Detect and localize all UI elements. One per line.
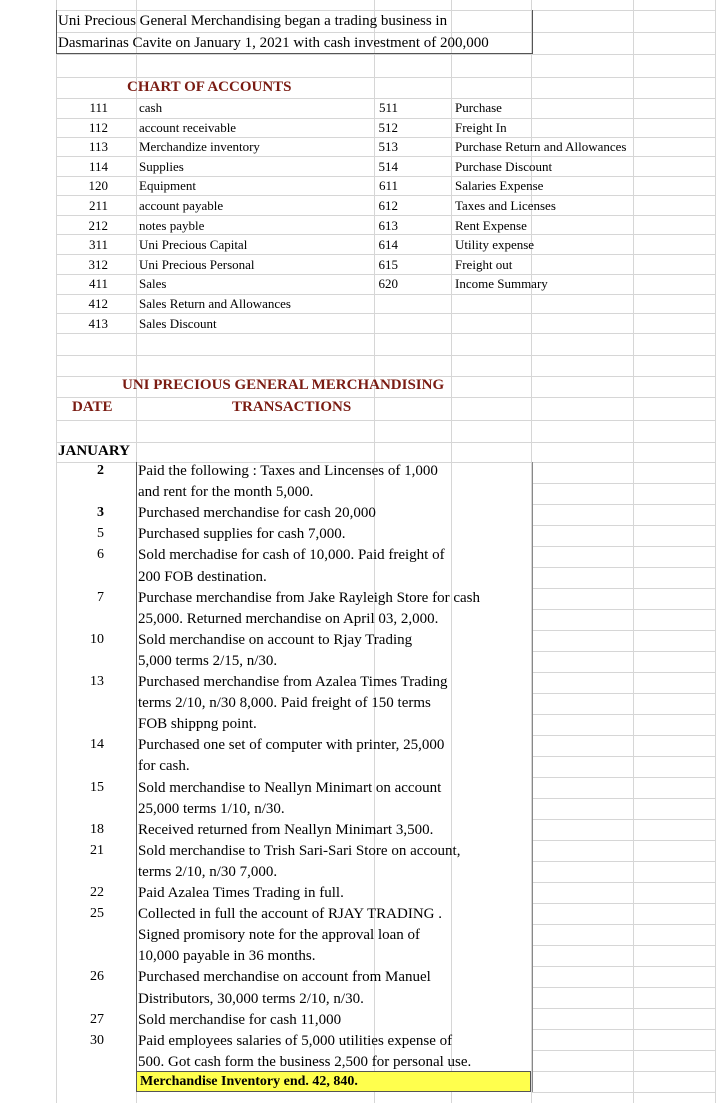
transaction-text: Collected in full the account of RJAY TRADING .	[138, 906, 442, 923]
grid-line	[56, 0, 57, 1103]
transaction-text: FOB shippng point.	[138, 716, 257, 733]
transaction-text: Paid employees salaries of 5,000 utilities expense of	[138, 1032, 453, 1049]
grid-line	[531, 630, 715, 631]
intro-line-1: Uni Precious General Merchandising began a trading business in	[58, 13, 448, 29]
grid-line	[531, 882, 715, 883]
transaction-text: Purchased merchandise for cash 20,000	[138, 505, 376, 522]
account-name: Salaries Expense	[455, 178, 544, 194]
account-code: 615	[378, 256, 398, 272]
grid-line	[531, 525, 715, 526]
grid-line	[531, 987, 715, 988]
account-name: Merchandize inventory	[139, 139, 260, 155]
transaction-text: Sold merchandise on account to Rjay Trading	[138, 631, 413, 648]
account-code: 120	[88, 178, 108, 194]
account-code: 312	[88, 256, 108, 272]
account-code: 513	[378, 139, 398, 155]
transaction-text: Paid the following : Taxes and Lincenses of 1,000	[138, 463, 438, 479]
transactions-title: TRANSACTIONS	[232, 399, 352, 415]
grid-line	[531, 924, 715, 925]
transaction-day: 7	[97, 589, 104, 605]
grid-line	[715, 0, 716, 1103]
account-code: 211	[88, 198, 108, 213]
grid-line	[56, 420, 715, 421]
account-name: Purchase Discount	[455, 158, 553, 174]
account-name: Sales Discount	[139, 315, 217, 331]
transaction-text: Purchase merchandise from Jake Rayleigh Store for cash	[138, 589, 480, 606]
transaction-day: 13	[90, 674, 104, 689]
transaction-day: 2	[97, 463, 104, 478]
transaction-day: 21	[90, 842, 104, 858]
account-name: account payable	[139, 198, 224, 213]
transaction-text: Sold merchadise for cash of 10,000. Paid freight of	[138, 547, 445, 564]
transaction-text: Sold merchandise for cash 11,000	[138, 1011, 342, 1028]
account-name: Income Summary	[455, 276, 548, 292]
month-label: JANUARY	[58, 443, 130, 459]
grid-line	[531, 1008, 715, 1009]
account-name: notes payble	[139, 217, 205, 233]
grid-line	[633, 0, 634, 1103]
grid-line	[531, 651, 715, 652]
account-code: 112	[88, 119, 108, 135]
grid-line	[56, 442, 715, 443]
account-name: cash	[139, 100, 163, 115]
account-code: 413	[88, 315, 108, 331]
grid-line	[531, 777, 715, 778]
transaction-text: Signed promisory note for the approval loan of	[138, 927, 421, 944]
transaction-day: 10	[90, 631, 104, 647]
transaction-text: and rent for the month 5,000.	[138, 484, 314, 501]
grid-line	[531, 504, 715, 505]
grid-line	[531, 861, 715, 862]
transaction-day: 3	[97, 505, 104, 521]
transaction-text: 10,000 payable in 36 months.	[138, 948, 316, 965]
grid-line	[56, 355, 715, 356]
transaction-day: 26	[90, 969, 104, 985]
account-name: Utility expense	[455, 237, 535, 253]
transaction-day: 15	[90, 779, 104, 795]
chart-of-accounts-title: CHART OF ACCOUNTS	[127, 79, 292, 95]
transaction-text: Purchased merchandise from Azalea Times Trading	[138, 674, 448, 690]
account-name: Freight out	[455, 256, 513, 272]
ending-inventory: Merchandise Inventory end. 42, 840.	[140, 1074, 358, 1089]
transaction-day: 27	[90, 1011, 104, 1027]
transaction-text: terms 2/10, n/30 8,000. Paid freight of 150 terms	[138, 695, 431, 712]
account-code: 614	[378, 237, 398, 253]
grid-line	[531, 1071, 715, 1072]
account-code: 611	[378, 178, 398, 194]
transaction-day: 30	[90, 1032, 104, 1048]
account-name: Sales	[139, 276, 167, 292]
transaction-text: Sold merchandise to Trish Sari-Sari Store on account,	[138, 842, 461, 859]
grid-line	[531, 735, 715, 736]
account-name: Uni Precious Capital	[139, 237, 248, 253]
grid-line	[531, 672, 715, 673]
account-code: 411	[88, 276, 108, 292]
transaction-day: 14	[90, 737, 104, 753]
grid-line	[531, 903, 715, 904]
transaction-text: 200 FOB destination.	[138, 568, 267, 585]
account-name: account receivable	[139, 119, 237, 135]
grid-line	[531, 1050, 715, 1051]
date-column-header: DATE	[72, 399, 113, 415]
transaction-text: for cash.	[138, 758, 190, 775]
intro-line-2: Dasmarinas Cavite on January 1, 2021 with cash investment of 200,000	[58, 35, 489, 51]
transaction-text: 25,000. Returned merchandise on April 03, 2,000.	[138, 610, 439, 627]
account-name: Equipment	[139, 178, 197, 194]
account-code: 311	[88, 237, 108, 253]
transaction-text: Purchased merchandise on account from Manuel	[138, 969, 431, 986]
transaction-text: Purchased supplies for cash 7,000.	[138, 526, 346, 543]
transaction-text: terms 2/10, n/30 7,000.	[138, 863, 278, 880]
grid-line	[531, 483, 715, 484]
grid-line	[56, 397, 715, 398]
account-name: Freight In	[455, 119, 507, 135]
grid-line	[531, 756, 715, 757]
account-name: Purchase Return and Allowances	[455, 139, 627, 155]
grid-line	[56, 54, 715, 55]
grid-line	[531, 609, 715, 610]
account-code: 212	[88, 217, 108, 233]
grid-line	[531, 546, 715, 547]
account-code: 114	[88, 158, 108, 174]
grid-line	[531, 840, 715, 841]
account-code: 111	[89, 100, 108, 115]
transaction-text: 25,000 terms 1/10, n/30.	[138, 800, 285, 817]
account-name: Purchase	[455, 100, 502, 115]
company-name: UNI PRECIOUS GENERAL MERCHANDISING	[122, 377, 445, 393]
account-code: 113	[88, 139, 108, 155]
transaction-day: 18	[90, 821, 104, 837]
grid-line	[56, 333, 715, 334]
transaction-day: 22	[90, 885, 104, 900]
grid-line	[531, 693, 715, 694]
grid-line	[531, 714, 715, 715]
grid-line	[531, 798, 715, 799]
transaction-text: 500. Got cash form the business 2,500 for personal use.	[138, 1053, 472, 1070]
account-name: Taxes and Licenses	[455, 198, 556, 213]
account-name: Supplies	[139, 158, 184, 174]
transaction-text: Distributors, 30,000 terms 2/10, n/30.	[138, 990, 364, 1007]
grid-line	[531, 819, 715, 820]
grid-line	[531, 1092, 715, 1093]
account-code: 412	[88, 296, 108, 311]
transaction-text: Paid Azalea Times Trading in full.	[138, 885, 344, 901]
account-code: 512	[378, 119, 398, 135]
account-code: 620	[378, 276, 398, 292]
grid-line	[531, 1029, 715, 1030]
account-name: Uni Precious Personal	[139, 256, 255, 272]
account-code: 514	[378, 158, 398, 174]
grid-line	[531, 567, 715, 568]
transaction-text: Purchased one set of computer with printer, 25,000	[138, 737, 445, 754]
account-code: 613	[378, 217, 398, 233]
grid-line	[531, 945, 715, 946]
account-name: Sales Return and Allowances	[139, 296, 291, 311]
transaction-text: 5,000 terms 2/15, n/30.	[138, 652, 278, 669]
transaction-day: 25	[90, 906, 104, 922]
transaction-text: Sold merchandise to Neallyn Minimart on account	[138, 779, 442, 796]
transaction-day: 5	[97, 526, 104, 542]
account-name: Rent Expense	[455, 217, 527, 233]
grid-line	[531, 588, 715, 589]
transaction-text: Received returned from Neallyn Minimart 3,500.	[138, 821, 434, 838]
grid-line	[531, 966, 715, 967]
transaction-day: 6	[97, 547, 104, 563]
account-code: 612	[378, 198, 398, 213]
account-code: 511	[378, 100, 398, 115]
